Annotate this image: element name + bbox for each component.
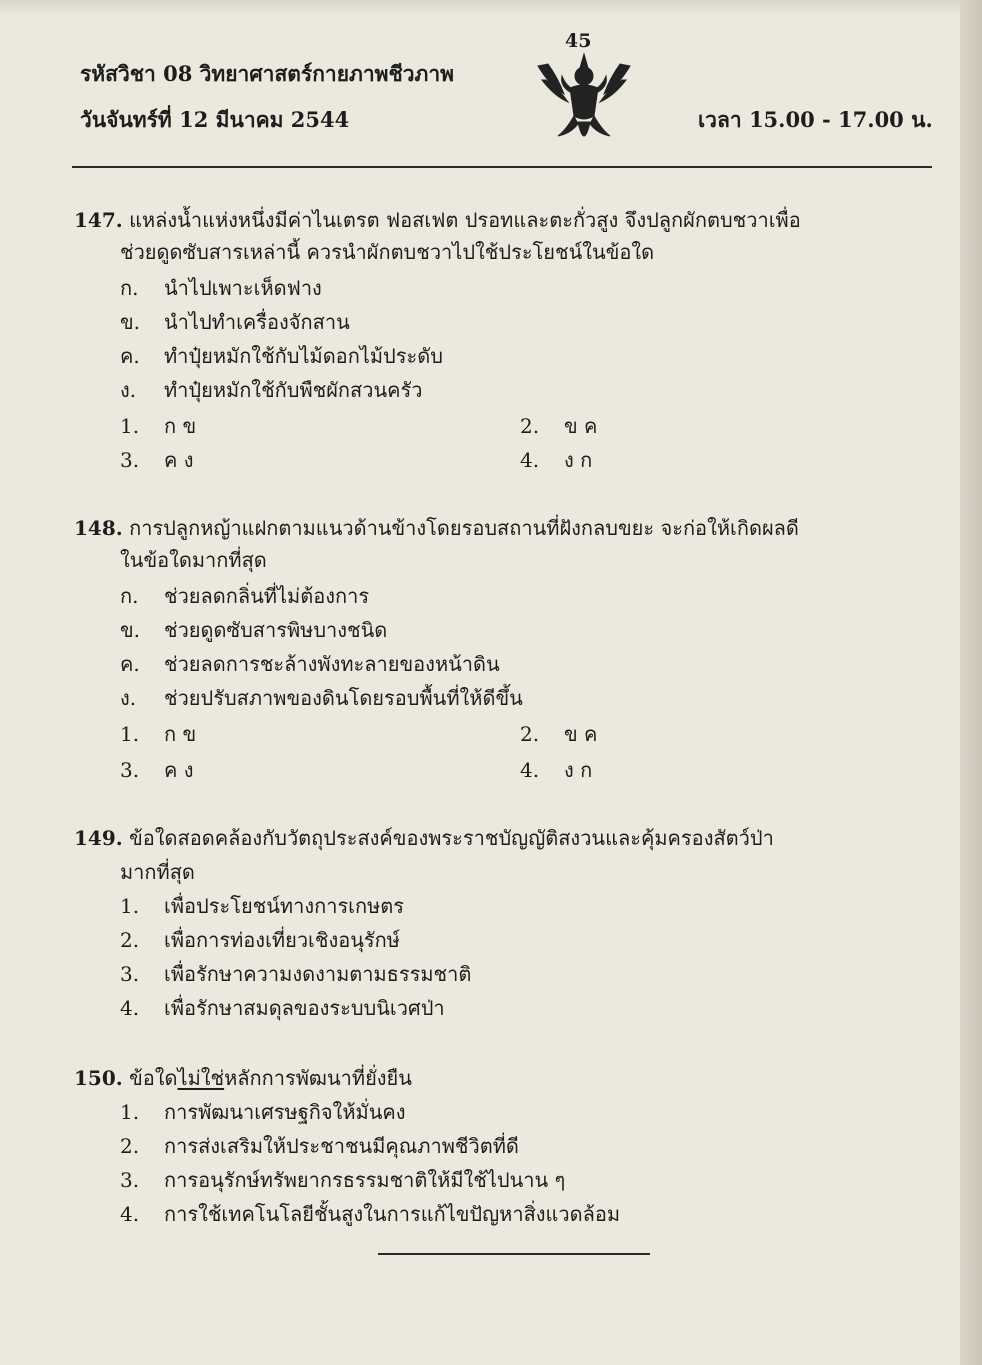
- answer-label: 3.: [120, 448, 140, 472]
- option-text: การอนุรักษ์ทรัพยากรธรรมชาติให้มีใช้ไปนาน ๆ: [164, 1168, 566, 1192]
- option-label: 1.: [120, 1100, 140, 1124]
- option-text: ทำปุ๋ยหมักใช้กับพืชผักสวนครัว: [164, 378, 423, 402]
- question-underlined-word: ไม่ใช่: [177, 1066, 225, 1090]
- option-text: เพื่อรักษาสมดุลของระบบนิเวศป่า: [164, 996, 445, 1020]
- course-title: รหัสวิชา 08 วิทยาศาสตร์กายภาพชีวภาพ: [80, 61, 455, 86]
- option-row: [120, 580, 369, 612]
- option-label: ข.: [120, 618, 141, 642]
- answer-label: 4.: [520, 758, 540, 782]
- end-rule: [378, 1253, 650, 1255]
- option-row: [120, 648, 500, 680]
- option-text: การใช้เทคโนโลยีชั้นสูงในการแก้ไขปัญหาสิ่งแวดล้อม: [164, 1202, 621, 1226]
- answer-text: ข ค: [564, 414, 598, 438]
- question-148: [74, 512, 799, 544]
- option-text: การพัฒนาเศรษฐกิจให้มั่นคง: [164, 1100, 406, 1124]
- answer-choice: [520, 718, 597, 750]
- option-label: ค.: [120, 344, 140, 368]
- answer-choice: [120, 410, 196, 442]
- option-label: ค.: [120, 652, 140, 676]
- option-row: [120, 340, 443, 372]
- option-label: 3.: [120, 1168, 140, 1192]
- option-label: 4.: [120, 1202, 140, 1226]
- answer-label: 1.: [120, 722, 140, 746]
- answer-text: ก ข: [164, 414, 197, 438]
- answer-text: ก ข: [164, 722, 197, 746]
- question-number: 149.: [74, 826, 123, 850]
- answer-label: 2.: [520, 722, 540, 746]
- answer-choice: [520, 754, 592, 786]
- answer-text: ค ง: [164, 448, 194, 472]
- garuda-emblem-icon: [530, 46, 638, 154]
- option-text: เพื่อประโยชน์ทางการเกษตร: [164, 894, 405, 918]
- option-row: [120, 1198, 620, 1230]
- option-label: 3.: [120, 962, 140, 986]
- option-row: [120, 306, 350, 338]
- option-row: [120, 924, 400, 956]
- answer-text: ง ก: [564, 758, 593, 782]
- option-text: เพื่อรักษาความงดงามตามธรรมชาติ: [164, 962, 472, 986]
- option-text: ช่วยดูดซับสารพิษบางชนิด: [164, 618, 388, 642]
- option-label: ข.: [120, 310, 141, 334]
- exam-time: เวลา 15.00 - 17.00 น.: [698, 107, 933, 132]
- page-number: 45: [565, 30, 592, 52]
- answer-text: ค ง: [164, 758, 194, 782]
- option-row: [120, 1164, 565, 1196]
- option-label: ง.: [120, 686, 137, 710]
- question-149: [74, 822, 774, 854]
- question-150: [74, 1062, 412, 1094]
- option-row: [120, 1096, 406, 1128]
- option-row: [120, 374, 423, 406]
- answer-choice: [520, 444, 592, 476]
- option-row: [120, 614, 387, 646]
- option-label: 2.: [120, 928, 140, 952]
- option-label: 1.: [120, 894, 140, 918]
- option-row: [120, 992, 445, 1024]
- option-label: 2.: [120, 1134, 140, 1158]
- page-top-edge: [0, 0, 982, 14]
- option-row: [120, 682, 523, 714]
- option-text: เพื่อการท่องเที่ยวเชิงอนุรักษ์: [164, 928, 400, 952]
- answer-label: 2.: [520, 414, 540, 438]
- option-text: นำไปทำเครื่องจักสาน: [164, 310, 350, 334]
- answer-label: 4.: [520, 448, 540, 472]
- option-text: ทำปุ๋ยหมักใช้กับไม้ดอกไม้ประดับ: [164, 344, 443, 368]
- answer-choice: [120, 444, 194, 476]
- option-text: ช่วยลดการชะล้างพังทะลายของหน้าดิน: [164, 652, 500, 676]
- option-text: ช่วยปรับสภาพของดินโดยรอบพื้นที่ให้ดีขึ้น: [164, 686, 523, 710]
- option-row: [120, 890, 404, 922]
- option-text: ช่วยลดกลิ่นที่ไม่ต้องการ: [164, 584, 370, 608]
- answer-label: 1.: [120, 414, 140, 438]
- answer-text: ข ค: [564, 722, 598, 746]
- question-prefix: ข้อใด: [129, 1066, 178, 1090]
- question-text-line1: แหล่งน้ำแห่งหนึ่งมีค่าไนเตรต ฟอสเฟต ปรอทและตะกั่วสูง จึงปลูกผักตบชวาเพื่อ: [129, 208, 801, 232]
- question-suffix: หลักการพัฒนาที่ยั่งยืน: [224, 1066, 412, 1090]
- answer-choice: [120, 754, 194, 786]
- header-rule: [72, 166, 932, 168]
- page-right-edge: [960, 0, 982, 1365]
- option-row: [120, 1130, 519, 1162]
- option-row: [120, 272, 322, 304]
- question-number: 147.: [74, 208, 123, 232]
- question-text-line1: การปลูกหญ้าแฝกตามแนวด้านข้างโดยรอบสถานที่ฝังกลบขยะ จะก่อให้เกิดผลดี: [129, 516, 799, 540]
- question-number: 148.: [74, 516, 123, 540]
- answer-text: ง ก: [564, 448, 593, 472]
- answer-label: 3.: [120, 758, 140, 782]
- question-147: [74, 204, 801, 236]
- option-label: ก.: [120, 276, 139, 300]
- option-label: 4.: [120, 996, 140, 1020]
- answer-choice: [120, 718, 196, 750]
- question-147-line2: ช่วยดูดซับสารเหล่านี้ ควรนำผักตบชวาไปใช้ประโยชน์ในข้อใด: [120, 240, 655, 264]
- question-149-line2: มากที่สุด: [120, 860, 195, 884]
- question-number: 150.: [74, 1066, 123, 1090]
- option-label: ง.: [120, 378, 137, 402]
- question-text-line1: ข้อใดสอดคล้องกับวัตถุประสงค์ของพระราชบัญญัติสงวนและคุ้มครองสัตว์ป่า: [129, 826, 774, 850]
- option-row: [120, 958, 471, 990]
- option-label: ก.: [120, 584, 139, 608]
- option-text: การส่งเสริมให้ประชาชนมีคุณภาพชีวิตที่ดี: [164, 1134, 519, 1158]
- exam-date: วันจันทร์ที่ 12 มีนาคม 2544: [80, 107, 350, 132]
- question-148-line2: ในข้อใดมากที่สุด: [120, 548, 267, 572]
- answer-choice: [520, 410, 597, 442]
- option-text: นำไปเพาะเห็ดฟาง: [164, 276, 322, 300]
